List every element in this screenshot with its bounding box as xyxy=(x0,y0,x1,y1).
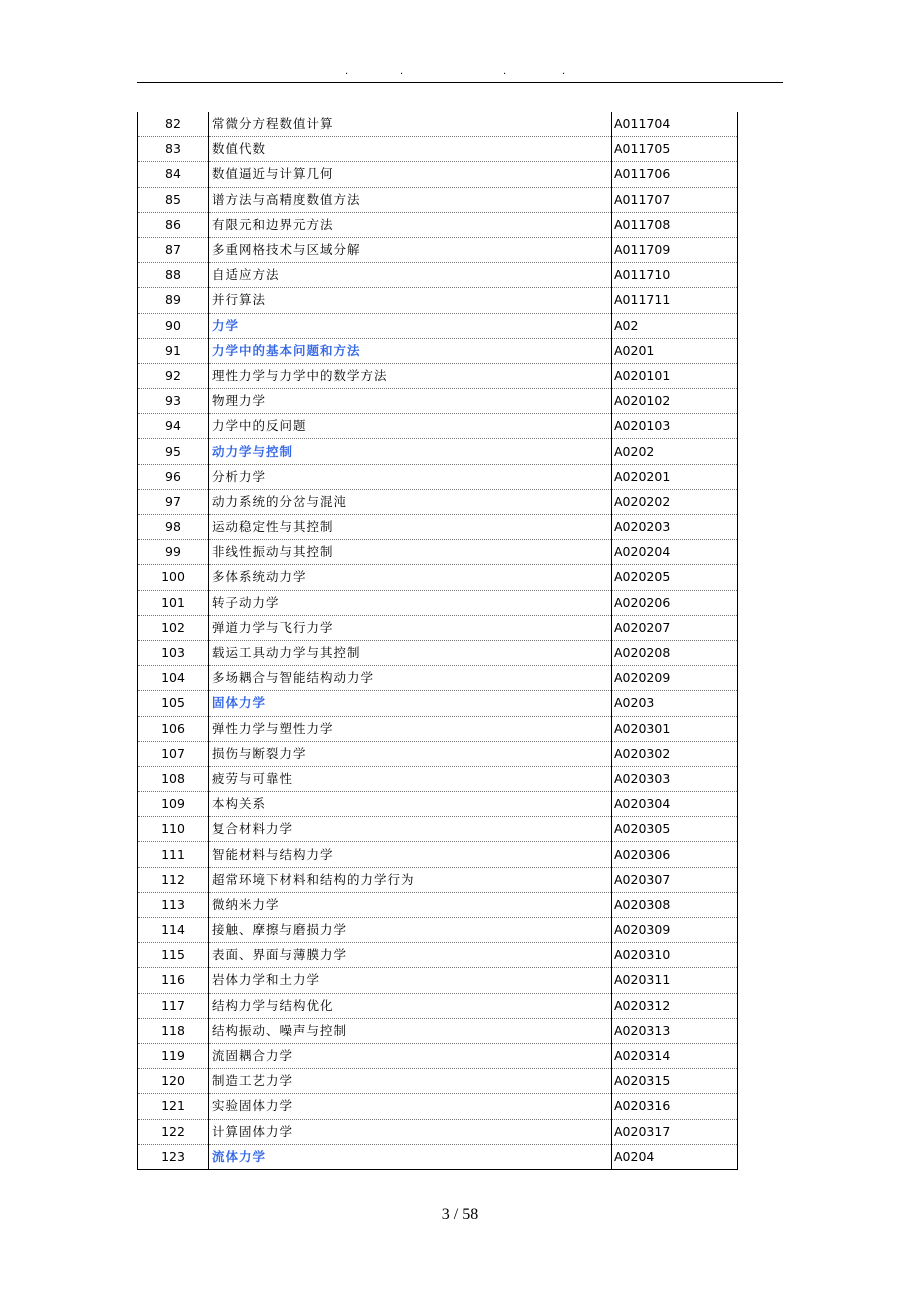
row-number: 116 xyxy=(138,968,209,993)
row-number: 118 xyxy=(138,1018,209,1043)
row-number: 99 xyxy=(138,540,209,565)
discipline-name: 制造工艺力学 xyxy=(209,1069,612,1094)
table-row xyxy=(138,162,738,187)
table-row xyxy=(138,842,738,867)
discipline-code: A020308 xyxy=(612,892,738,917)
table-row xyxy=(138,1069,738,1094)
row-number: 123 xyxy=(138,1144,209,1169)
row-number: 107 xyxy=(138,741,209,766)
discipline-code: A020101 xyxy=(612,363,738,388)
table-row xyxy=(138,237,738,262)
discipline-name: 固体力学 xyxy=(209,691,612,716)
row-number: 90 xyxy=(138,313,209,338)
discipline-code: A020315 xyxy=(612,1069,738,1094)
discipline-code: A011710 xyxy=(612,263,738,288)
discipline-name: 运动稳定性与其控制 xyxy=(209,515,612,540)
discipline-name: 微纳米力学 xyxy=(209,892,612,917)
table-row xyxy=(138,1043,738,1068)
discipline-name: 计算固体力学 xyxy=(209,1119,612,1144)
table-row xyxy=(138,212,738,237)
table-row xyxy=(138,640,738,665)
row-number: 108 xyxy=(138,766,209,791)
header-dot: . xyxy=(503,66,507,77)
discipline-name: 分析力学 xyxy=(209,464,612,489)
discipline-name: 复合材料力学 xyxy=(209,817,612,842)
row-number: 96 xyxy=(138,464,209,489)
discipline-name: 并行算法 xyxy=(209,288,612,313)
discipline-code: A0203 xyxy=(612,691,738,716)
discipline-code: A011705 xyxy=(612,137,738,162)
discipline-code: A011709 xyxy=(612,237,738,262)
discipline-name: 流固耦合力学 xyxy=(209,1043,612,1068)
discipline-code: A020302 xyxy=(612,741,738,766)
discipline-name: 岩体力学和土力学 xyxy=(209,968,612,993)
table-row xyxy=(138,313,738,338)
discipline-code: A0201 xyxy=(612,338,738,363)
table-row xyxy=(138,817,738,842)
discipline-code: A0204 xyxy=(612,1144,738,1169)
discipline-name: 流体力学 xyxy=(209,1144,612,1169)
discipline-code: A020208 xyxy=(612,640,738,665)
discipline-name: 物理力学 xyxy=(209,389,612,414)
table-row xyxy=(138,464,738,489)
discipline-name: 动力系统的分岔与混沌 xyxy=(209,489,612,514)
discipline-code: A020201 xyxy=(612,464,738,489)
table-row xyxy=(138,766,738,791)
table-row xyxy=(138,489,738,514)
table-row xyxy=(138,263,738,288)
discipline-name: 力学 xyxy=(209,313,612,338)
table-row xyxy=(138,892,738,917)
row-number: 101 xyxy=(138,590,209,615)
row-number: 102 xyxy=(138,615,209,640)
table-row xyxy=(138,792,738,817)
discipline-code: A020102 xyxy=(612,389,738,414)
discipline-name: 结构力学与结构优化 xyxy=(209,993,612,1018)
discipline-code: A020307 xyxy=(612,867,738,892)
row-number: 84 xyxy=(138,162,209,187)
discipline-name: 力学中的反问题 xyxy=(209,414,612,439)
discipline-name: 多体系统动力学 xyxy=(209,565,612,590)
row-number: 115 xyxy=(138,943,209,968)
row-number: 121 xyxy=(138,1094,209,1119)
discipline-name: 弹道力学与飞行力学 xyxy=(209,615,612,640)
discipline-name: 转子动力学 xyxy=(209,590,612,615)
discipline-name: 多重网格技术与区域分解 xyxy=(209,237,612,262)
discipline-code: A020303 xyxy=(612,766,738,791)
discipline-code: A020209 xyxy=(612,666,738,691)
discipline-code: A020304 xyxy=(612,792,738,817)
table-row xyxy=(138,565,738,590)
row-number: 122 xyxy=(138,1119,209,1144)
row-number: 82 xyxy=(138,112,209,137)
header-dot: . xyxy=(562,66,566,77)
table-row xyxy=(138,1018,738,1043)
discipline-name: 损伤与断裂力学 xyxy=(209,741,612,766)
discipline-code: A020317 xyxy=(612,1119,738,1144)
discipline-code: A020203 xyxy=(612,515,738,540)
header-dot: . xyxy=(345,66,349,77)
table-row xyxy=(138,918,738,943)
row-number: 120 xyxy=(138,1069,209,1094)
discipline-name: 本构关系 xyxy=(209,792,612,817)
table-row xyxy=(138,1119,738,1144)
discipline-name: 结构振动、噪声与控制 xyxy=(209,1018,612,1043)
row-number: 89 xyxy=(138,288,209,313)
discipline-name: 有限元和边界元方法 xyxy=(209,212,612,237)
discipline-code: A020312 xyxy=(612,993,738,1018)
discipline-code: A011706 xyxy=(612,162,738,187)
page-number: 3 / 58 xyxy=(441,1206,479,1223)
discipline-name: 载运工具动力学与其控制 xyxy=(209,640,612,665)
discipline-code-table xyxy=(137,112,738,1170)
row-number: 106 xyxy=(138,716,209,741)
discipline-name: 力学中的基本问题和方法 xyxy=(209,338,612,363)
row-number: 95 xyxy=(138,439,209,464)
discipline-name: 实验固体力学 xyxy=(209,1094,612,1119)
row-number: 104 xyxy=(138,666,209,691)
discipline-name: 接触、摩擦与磨损力学 xyxy=(209,918,612,943)
table-row xyxy=(138,691,738,716)
table-row xyxy=(138,338,738,363)
table-row xyxy=(138,716,738,741)
row-number: 110 xyxy=(138,817,209,842)
row-number: 87 xyxy=(138,237,209,262)
table-row xyxy=(138,968,738,993)
discipline-code: A020202 xyxy=(612,489,738,514)
table-row xyxy=(138,666,738,691)
discipline-code: A020309 xyxy=(612,918,738,943)
header-dot: . xyxy=(400,66,404,77)
row-number: 92 xyxy=(138,363,209,388)
discipline-name: 自适应方法 xyxy=(209,263,612,288)
table-row xyxy=(138,867,738,892)
discipline-name: 表面、界面与薄膜力学 xyxy=(209,943,612,968)
row-number: 117 xyxy=(138,993,209,1018)
row-number: 91 xyxy=(138,338,209,363)
row-number: 97 xyxy=(138,489,209,514)
row-number: 114 xyxy=(138,918,209,943)
discipline-code: A020305 xyxy=(612,817,738,842)
discipline-name: 多场耦合与智能结构动力学 xyxy=(209,666,612,691)
table-row xyxy=(138,615,738,640)
discipline-name: 理性力学与力学中的数学方法 xyxy=(209,363,612,388)
table-body xyxy=(138,112,738,1169)
discipline-code: A020314 xyxy=(612,1043,738,1068)
row-number: 111 xyxy=(138,842,209,867)
row-number: 93 xyxy=(138,389,209,414)
table-row xyxy=(138,288,738,313)
discipline-code: A020316 xyxy=(612,1094,738,1119)
row-number: 85 xyxy=(138,187,209,212)
table-row xyxy=(138,515,738,540)
discipline-name: 谱方法与高精度数值方法 xyxy=(209,187,612,212)
table-row xyxy=(138,439,738,464)
table-row xyxy=(138,1094,738,1119)
table-row xyxy=(138,112,738,137)
row-number: 103 xyxy=(138,640,209,665)
discipline-code: A020301 xyxy=(612,716,738,741)
discipline-name: 弹性力学与塑性力学 xyxy=(209,716,612,741)
row-number: 100 xyxy=(138,565,209,590)
row-number: 109 xyxy=(138,792,209,817)
discipline-code: A011707 xyxy=(612,187,738,212)
discipline-name: 动力学与控制 xyxy=(209,439,612,464)
row-number: 94 xyxy=(138,414,209,439)
table-row xyxy=(138,540,738,565)
table-row xyxy=(138,993,738,1018)
table-row xyxy=(138,943,738,968)
page-header-dots xyxy=(137,66,783,80)
discipline-code: A011708 xyxy=(612,212,738,237)
page-header-rule xyxy=(137,82,783,83)
discipline-code: A02 xyxy=(612,313,738,338)
row-number: 119 xyxy=(138,1043,209,1068)
discipline-name: 超常环境下材料和结构的力学行为 xyxy=(209,867,612,892)
discipline-code: A020205 xyxy=(612,565,738,590)
discipline-code: A020311 xyxy=(612,968,738,993)
table-row xyxy=(138,590,738,615)
discipline-code: A011711 xyxy=(612,288,738,313)
row-number: 112 xyxy=(138,867,209,892)
row-number: 105 xyxy=(138,691,209,716)
discipline-name: 数值逼近与计算几何 xyxy=(209,162,612,187)
discipline-name: 常微分方程数值计算 xyxy=(209,112,612,137)
discipline-code: A020103 xyxy=(612,414,738,439)
row-number: 98 xyxy=(138,515,209,540)
row-number: 83 xyxy=(138,137,209,162)
table-row xyxy=(138,137,738,162)
row-number: 88 xyxy=(138,263,209,288)
discipline-code: A020204 xyxy=(612,540,738,565)
discipline-code: A020313 xyxy=(612,1018,738,1043)
row-number: 86 xyxy=(138,212,209,237)
discipline-code: A011704 xyxy=(612,112,738,137)
table-row xyxy=(138,414,738,439)
discipline-name: 疲劳与可靠性 xyxy=(209,766,612,791)
table-row xyxy=(138,741,738,766)
discipline-code: A020306 xyxy=(612,842,738,867)
table-row xyxy=(138,363,738,388)
discipline-name: 非线性振动与其控制 xyxy=(209,540,612,565)
discipline-name: 智能材料与结构力学 xyxy=(209,842,612,867)
table-row xyxy=(138,1144,738,1169)
discipline-code: A020310 xyxy=(612,943,738,968)
discipline-code: A0202 xyxy=(612,439,738,464)
discipline-code: A020207 xyxy=(612,615,738,640)
table-row xyxy=(138,389,738,414)
discipline-name: 数值代数 xyxy=(209,137,612,162)
row-number: 113 xyxy=(138,892,209,917)
table-row xyxy=(138,187,738,212)
discipline-code: A020206 xyxy=(612,590,738,615)
